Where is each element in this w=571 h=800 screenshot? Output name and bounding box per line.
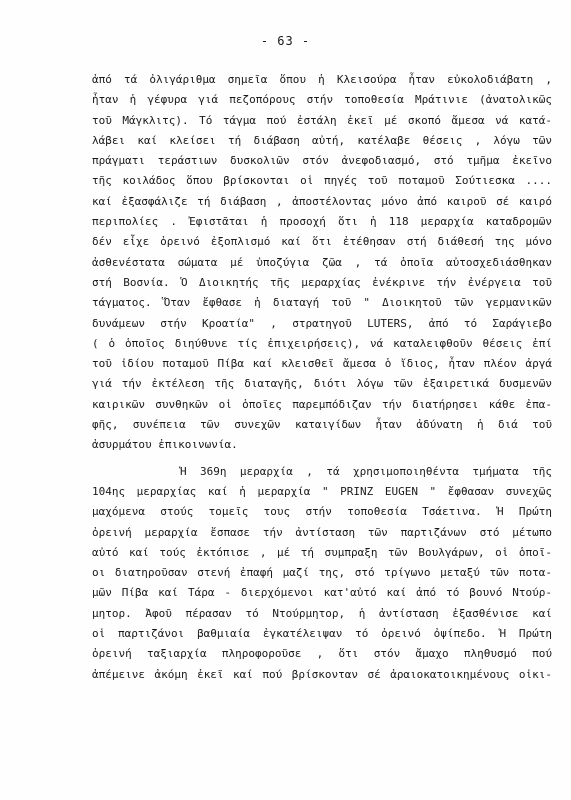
text-line: τοῦ ἰδίου ποταμοῦ Πίβα καί κλεισθεῖ ἄμεσα ὁ ἴδιος, ἦταν πλέον ἀργά <box>92 357 552 371</box>
text-line: 104ης μεραρχίας καί ἡ μεραρχία " PRINZ EUGEN " ἔφθασαν συνεχῶς <box>92 484 552 498</box>
paragraph-1 <box>92 70 552 456</box>
text-line: μῶν Πίβα καί Τάρα - διερχόμενοι κατ'αὐτό καί ἀπό τό βουνό Ντούρ- <box>92 586 552 600</box>
text-line: γιά τήν ἐκτέλεση τῆς διαταγῆς, διότι λόγω τῶν ἐξαιρετικά δυσμενῶν <box>92 377 552 391</box>
text-line: ἦταν ἡ γέφυρα γιά πεζοπόρους στήν τοποθεσία Μράτινιε (ἀνατολικῶς <box>92 93 552 107</box>
text-line: τῆς κοιλάδος ὅπου βρίσκονται οἱ πηγές τοῦ ποταμοῦ Σούτιεσκα .... <box>92 174 552 188</box>
text-line: δέν εἶχε ὀρεινό ἐξοπλισμό καί ὅτι ἐτέθησαν στή διάθεσή της μόνο <box>92 235 552 249</box>
text-line: οι διατηροῦσαν στενή ἐπαφή μαζί της, στό τρίγωνο μεταξύ τῶν ποτα- <box>92 566 552 580</box>
paragraph-2 <box>92 462 552 685</box>
text-line: λάβει καί κλείσει τή διάβαση αὐτή, κατέλαβε θέσεις , λόγω τῶν <box>92 133 552 147</box>
text-line: αὐτό καί τούς ἐκτόπισε , μέ τή συμπραξη τῶν Βουλγάρων, οἱ ὁποῖ- <box>92 545 552 559</box>
document-body <box>92 70 552 685</box>
text-line: καί ἐξασφάλιζε τή διάβαση , ἀποστέλοντας μόνο ἀπό καιροῦ σέ καιρό <box>92 194 552 208</box>
text-line: δυνάμεων στήν Κροατία" , στρατηγοῦ LUTERS, ἀπό τό Σαράγιεβο <box>92 316 552 330</box>
text-line: ὀρεινή ταξιαρχία πληροφοροῦσε , ὅτι στόν ἄμαχο πληθυσμό πού <box>92 647 552 661</box>
text-line: φῆς, συνέπεια τῶν συνεχῶν καταιγίδων ἦταν ἀδύνατη ἡ διά τοῦ <box>92 418 552 432</box>
text-line: τοῦ Μάγκλιτς). Τό τάγμα πού ἐστάλη ἐκεῖ μέ σκοπό ἄμεσα νά κατά- <box>92 113 552 127</box>
text-line: μητορ. Ἀφοῦ πέρασαν τό Ντούρμητορ, ἡ ἀντίσταση ἐξασθένισε καί <box>92 606 552 620</box>
text-line: πράγματι τεράστιων δυσκολιῶν στόν ἀνεφοδιασμό, στό τμῆμα ἐκεῖνο <box>92 154 552 168</box>
text-line: καιρικῶν συνθηκῶν οἱ ὁποῖες παρεμπόδιζαν τήν διατήρησει κάθε ἐπα- <box>92 397 552 411</box>
text-line: ἀσυρμάτου ἐπικοινωνία. <box>92 438 238 452</box>
text-line: ( ὁ ὁποῖος διηύθυνε τίς ἐπιχειρήσεις), νά καταλειφθοῦν θέσεις ἐπί <box>92 336 552 350</box>
text-line: ἀπό τά ὀλιγάριθμα σημεῖα ὅπου ἡ Κλεισούρα ἦταν εὐκολοδιάβατη , <box>92 73 552 86</box>
text-line: ὀρεινή μεραρχία ἔσπασε τήν ἀντίσταση τῶν παρτιζάνων στό μέτωπο <box>92 525 552 539</box>
text-line: περιπολίες . Ἐφιστᾶται ἡ προσοχή ὅτι ἡ 118 μεραρχία καταδρομῶν <box>92 215 552 229</box>
text-line: Ἡ 369η μεραρχία , τά χρησιμοποιηθέντα τμήματα τῆς <box>180 464 552 478</box>
page-number: - 63 - <box>260 34 311 48</box>
text-line: οἱ παρτιζάνοι βαθμιαία ἐγκατέλειψαν τό ὀρεινό ὀψίπεδο. Ἡ Πρώτη <box>92 627 552 641</box>
text-line: τάγματος. Ὅταν ἔφθασε ἡ διαταγή τοῦ " Διοικητοῦ τῶν γερμανικῶν <box>92 296 552 310</box>
text-line: ἀσθενέστατα σώματα μέ ὑποζύγια ζῶα , τά ὁποῖα αὐτοσχεδιάσθηκαν <box>92 255 552 269</box>
text-line: ἀπέμεινε ἀκόμη ἐκεῖ καί πού βρίσκονταν σέ ἀραιοκατοικημένους οἰκι- <box>92 667 552 681</box>
text-line: μαχόμενα στούς τομεῖς τους στήν τοποθεσία Τσάετινα. Ἡ Πρώτη <box>92 505 552 519</box>
text-line: στή Βοσνία. Ὁ Διοικητής τῆς μεραρχίας ἐνέκρινε τήν ἐνέργεια τοῦ <box>92 275 552 289</box>
